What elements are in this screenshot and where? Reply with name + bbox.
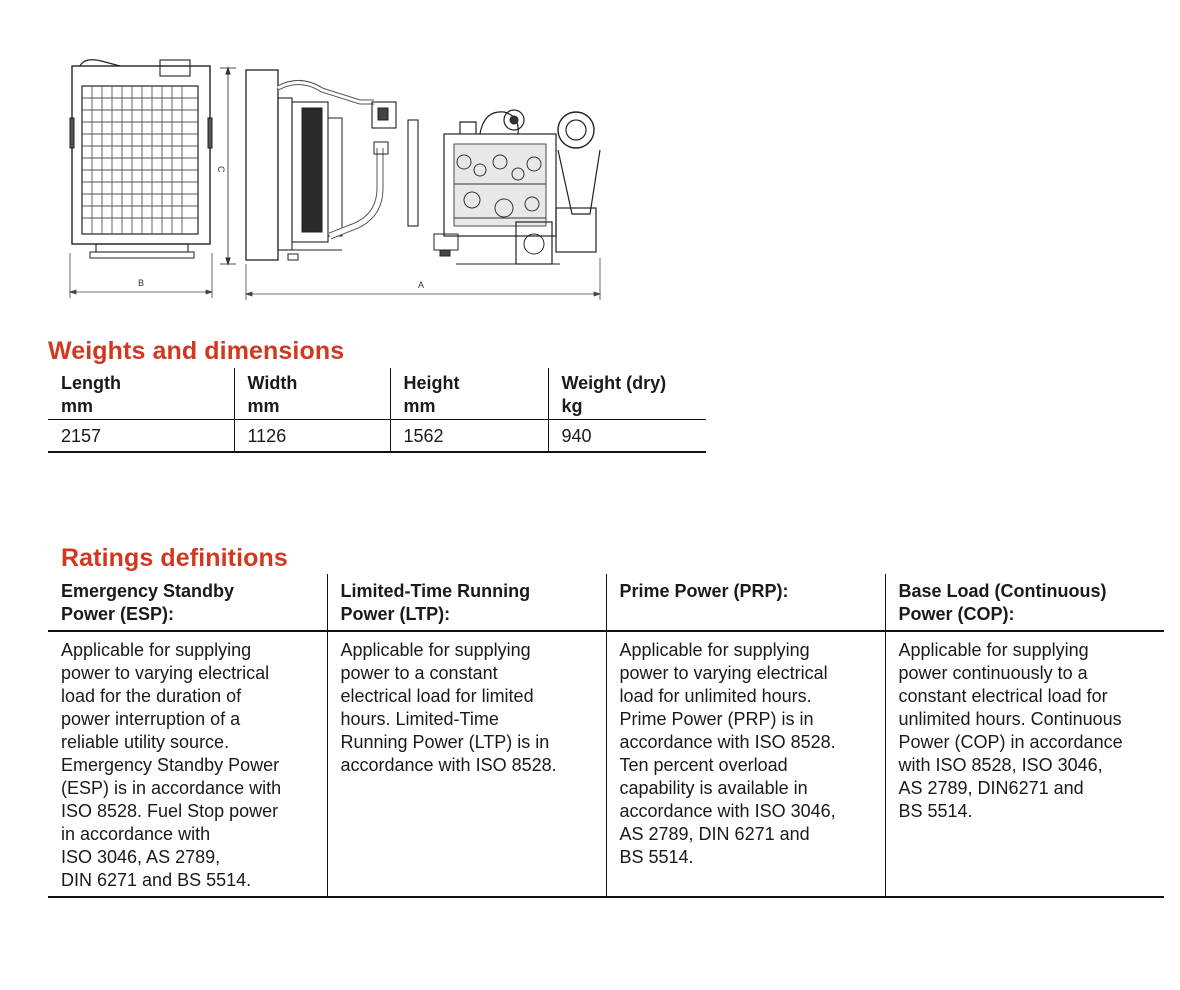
weight-value: 940	[548, 420, 706, 453]
dimension-label-a: A	[418, 280, 425, 290]
table-row	[48, 420, 706, 453]
weights-dimensions-title: Weights and dimensions	[48, 337, 345, 365]
dimension-label-c: C	[216, 166, 226, 173]
weights-dimensions-table	[48, 368, 706, 453]
front-view	[70, 60, 212, 258]
ltp-header: Limited-Time Running Power (LTP):	[327, 574, 606, 631]
ratings-definitions-table	[48, 574, 1164, 898]
cop-definition: Applicable for supplying power continuously to a constant electrical load for unlimited hours. Continuous Power (COP) in accordance with ISO 8528, ISO 3046, AS 2789, DIN6271 and BS 5514.	[885, 631, 1164, 897]
esp-header: Emergency Standby Power (ESP):	[61, 581, 235, 624]
weight-header: Weight (dry) kg	[548, 368, 706, 420]
esp-definition: Applicable for supplying power to varying electrical load for the duration of power interruption of a reliable utility source. Emergency Standby Power (ESP) is in accordance with ISO 8528. Fuel Stop power in accordance with ISO 3046, AS 2789, DIN 6271 and BS 5514.	[61, 640, 282, 890]
prp-header: Prime Power (PRP):	[606, 574, 885, 631]
prp-definition: Applicable for supplying power to varying electrical load for unlimited hours. Prime Power (PRP) is in accordance with ISO 8528. Ten percent overload capability is available in accordance with ISO 3046, AS 2789, DIN 6271 and BS 5514.	[606, 631, 885, 897]
length-header: Length mm	[61, 373, 121, 416]
width-value: 1126	[234, 420, 390, 453]
height-value: 1562	[390, 420, 548, 453]
table-row	[48, 631, 1164, 897]
height-header: Height mm	[390, 368, 548, 420]
engine-view	[434, 110, 600, 264]
table-header-row	[48, 574, 1164, 631]
generator-technical-drawing	[60, 58, 608, 306]
length-value: 2157	[61, 426, 102, 446]
side-view	[220, 68, 418, 264]
ltp-definition: Applicable for supplying power to a constant electrical load for limited hours. Limited-Time Running Power (LTP) is in accordance with ISO 8528.	[327, 631, 606, 897]
dimension-label-b: B	[138, 278, 145, 288]
ratings-definitions-title: Ratings definitions	[61, 544, 288, 572]
table-header-row	[48, 368, 706, 420]
width-header: Width mm	[234, 368, 390, 420]
cop-header: Base Load (Continuous) Power (COP):	[885, 574, 1164, 631]
